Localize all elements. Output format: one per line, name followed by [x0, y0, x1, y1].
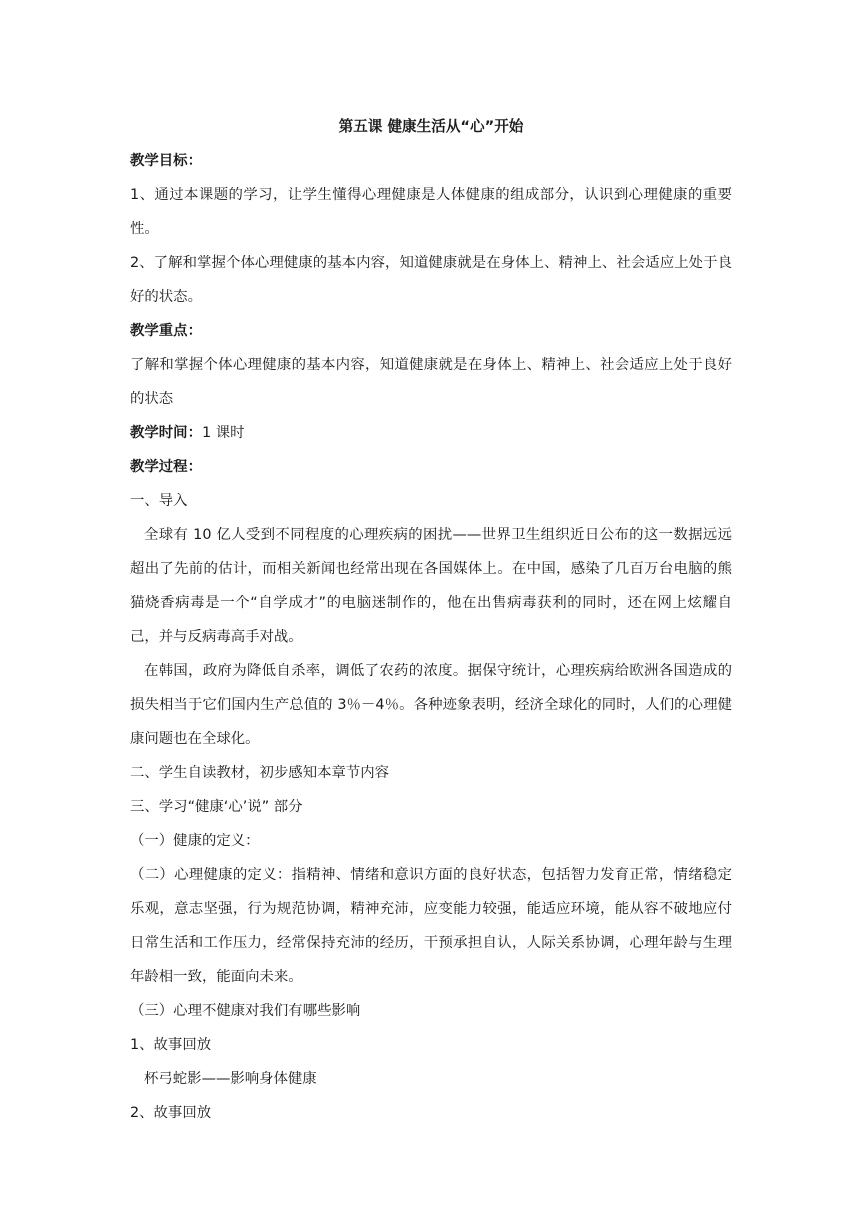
focus-text: 了解和掌握个体心理健康的基本内容，知道健康就是在身体上、精神上、社会适应上处于良好的状态	[130, 357, 732, 407]
section-health-heart: 三、学习“健康‘心’说” 部分	[130, 799, 303, 815]
document-body	[130, 110, 732, 1130]
subsection-mental-health-definition: （二）心理健康的定义：指精神、情绪和意识方面的良好状态，包括智力发育正常，情绪稳定乐观，意志坚强，行为规范协调，精神充沛，应变能力较强，能适应环境，能从容不破地应付日常生活和工作压力，经常保持充沛的经历，干预承担自认，人际关系协调，心理年龄与生理年龄相一致，能面向未来。	[130, 867, 732, 985]
process-heading: 教学过程：	[130, 459, 202, 475]
objectives-heading: 教学目标：	[130, 153, 202, 169]
teaching-time	[130, 416, 732, 450]
section-intro: 一、导入	[130, 493, 188, 509]
subsection-effects: （三）心理不健康对我们有哪些影响	[130, 1003, 361, 1019]
story-1-text: 杯弓蛇影——影响身体健康	[144, 1071, 317, 1087]
objective-1: 1、通过本课题的学习，让学生懂得心理健康是人体健康的组成部分，认识到心理健康的重要性。	[130, 187, 732, 237]
intro-paragraph-1: 全球有 10 亿人受到不同程度的心理疾病的困扰——世界卫生组织近日公布的这一数据远远超出了先前的估计，而相关新闻也经常出现在各国媒体上。在中国，感染了几百万台电脑的熊猫烧香病毒是一个“自学成才”的电脑迷制作的，他在出售病毒获利的同时，还在网上炫耀自己，并与反病毒高手对战。	[130, 527, 732, 645]
story-2-title: 2、故事回放	[130, 1105, 212, 1121]
page-title: 第五课 健康生活从“心”开始	[338, 118, 524, 135]
focus-heading: 教学重点：	[130, 323, 202, 339]
subsection-health-definition: （一）健康的定义：	[130, 833, 260, 849]
story-1-title: 1、故事回放	[130, 1037, 212, 1053]
section-self-reading: 二、学生自读教材，初步感知本章节内容	[130, 765, 390, 781]
time-value: 1 课时	[201, 425, 245, 441]
objective-2: 2、了解和掌握个体心理健康的基本内容，知道健康就是在身体上、精神上、社会适应上处于良好的状态。	[130, 255, 732, 305]
intro-paragraph-2: 在韩国，政府为降低自杀率，调低了农药的浓度。据保守统计，心理疾病给欧洲各国造成的损失相当于它们国内生产总值的 3％－4％。各种迹象表明，经济全球化的同时，人们的心理健康问题也在全球化。	[130, 663, 732, 747]
time-label: 教学时间：	[130, 425, 202, 441]
